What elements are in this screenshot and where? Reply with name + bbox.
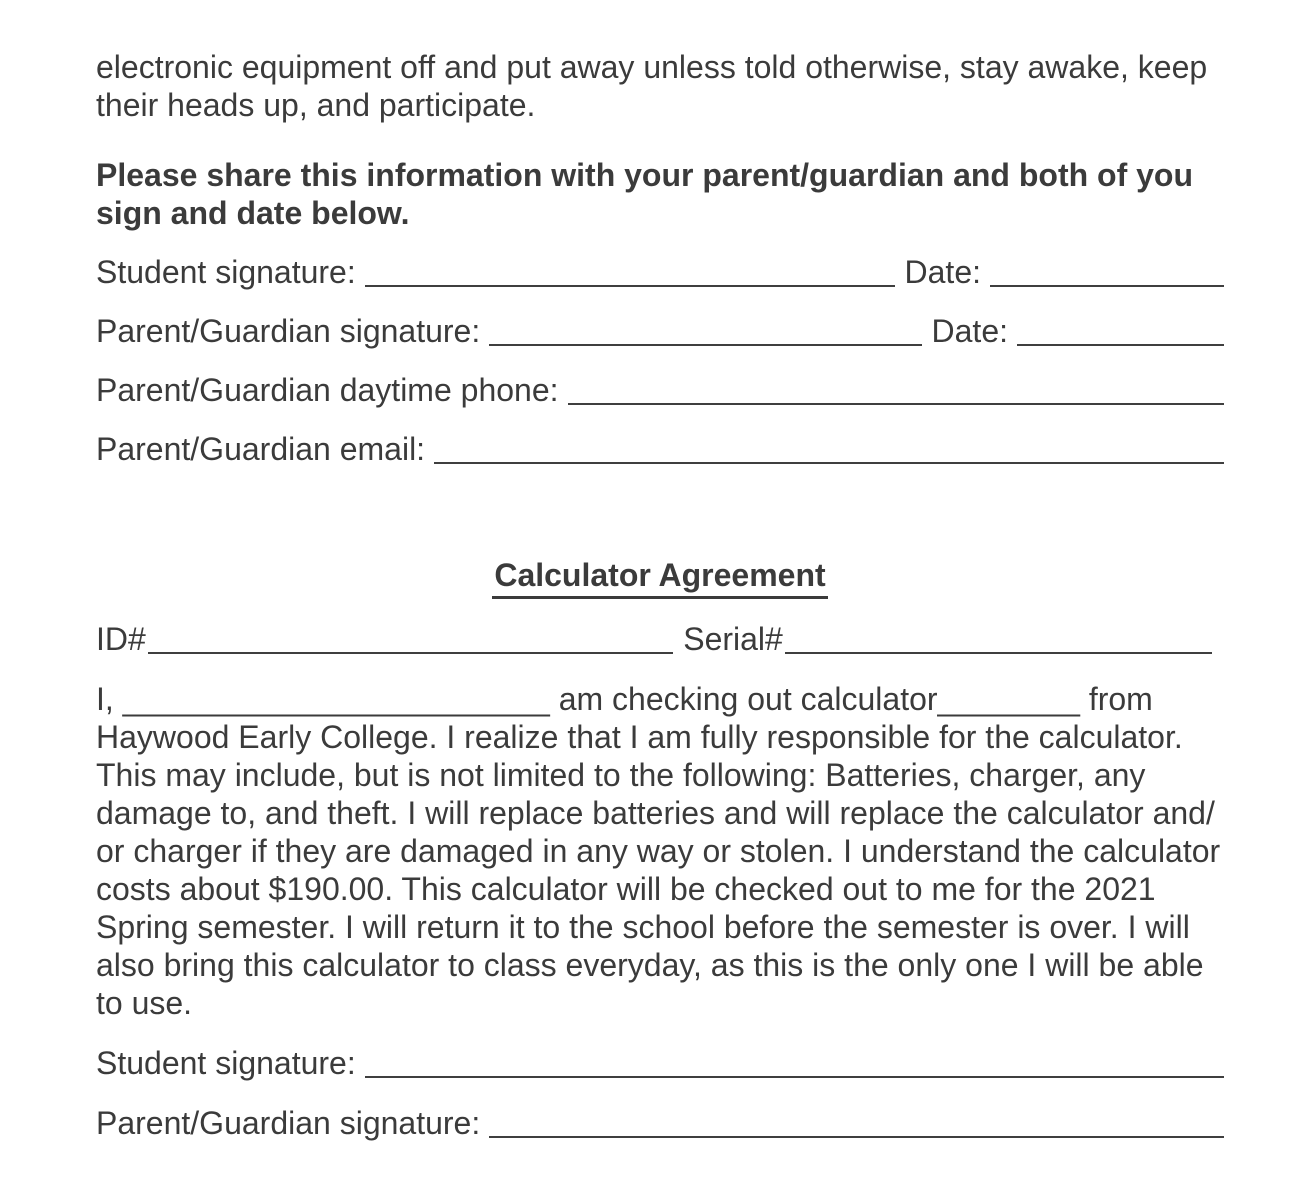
share-notice-line: sign and date below. (96, 195, 410, 231)
serial-label: Serial# (683, 621, 783, 657)
student-signature-label: Student signature: (96, 254, 356, 290)
student-signature-row (96, 253, 1224, 291)
agreement-body-line: Spring semester. I will return it to the school before the semester is over. I will (96, 909, 1190, 945)
agreement-body-line: costs about $190.00. This calculator will be checked out to me for the 2021 (96, 871, 1156, 907)
parent-date-label: Date: (931, 313, 1008, 349)
intro-line: electronic equipment off and put away unless told otherwise, stay awake, keep (96, 49, 1208, 85)
parent-email-label: Parent/Guardian email: (96, 431, 426, 467)
agreement-student-signature-label: Student signature: (96, 1045, 356, 1081)
agreement-student-signature-row (96, 1044, 1224, 1082)
agreement-body-line: or charger if they are damaged in any way or stolen. I understand the calculator (96, 833, 1221, 869)
agreement-body (96, 680, 1224, 1022)
student-signature-line (365, 253, 895, 287)
agreement-student-signature-line (365, 1044, 1224, 1078)
parent-signature-line (489, 312, 921, 346)
agreement-body-line: Haywood Early College. I realize that I am fully responsible for the calculator. (96, 719, 1183, 755)
agreement-parent-signature-line (489, 1104, 1224, 1138)
agreement-title-text: Calculator Agreement (492, 556, 827, 599)
intro-paragraph (96, 48, 1224, 124)
agreement-parent-signature-label: Parent/Guardian signature: (96, 1105, 481, 1141)
parent-phone-line (568, 371, 1224, 405)
parent-date-line (1017, 312, 1224, 346)
agreement-body-line: I, ________________________ am checking out calculator________ from (96, 681, 1153, 717)
serial-line (785, 620, 1212, 654)
student-date-line (990, 253, 1224, 287)
parent-phone-row (96, 371, 1224, 409)
parent-signature-row (96, 312, 1224, 350)
share-notice-line: Please share this information with your parent/guardian and both of you (96, 157, 1194, 193)
agreement-body-line: also bring this calculator to class everyday, as this is the only one I will be able (96, 947, 1204, 983)
parent-phone-label: Parent/Guardian daytime phone: (96, 372, 559, 408)
agreement-body-line: to use. (96, 985, 193, 1021)
parent-email-row (96, 430, 1224, 468)
parent-email-line (434, 430, 1224, 464)
agreement-body-line: This may include, but is not limited to the following: Batteries, charger, any (96, 757, 1146, 793)
id-label: ID# (96, 621, 146, 657)
agreement-title (96, 556, 1224, 599)
share-notice (96, 156, 1224, 232)
agreement-parent-signature-row (96, 1104, 1224, 1142)
id-serial-row (96, 620, 1224, 658)
intro-line: their heads up, and participate. (96, 87, 536, 123)
agreement-body-line: damage to, and theft. I will replace batteries and will replace the calculator and/ (96, 795, 1215, 831)
parent-signature-label: Parent/Guardian signature: (96, 313, 481, 349)
student-date-label: Date: (904, 254, 981, 290)
id-line (148, 620, 673, 654)
